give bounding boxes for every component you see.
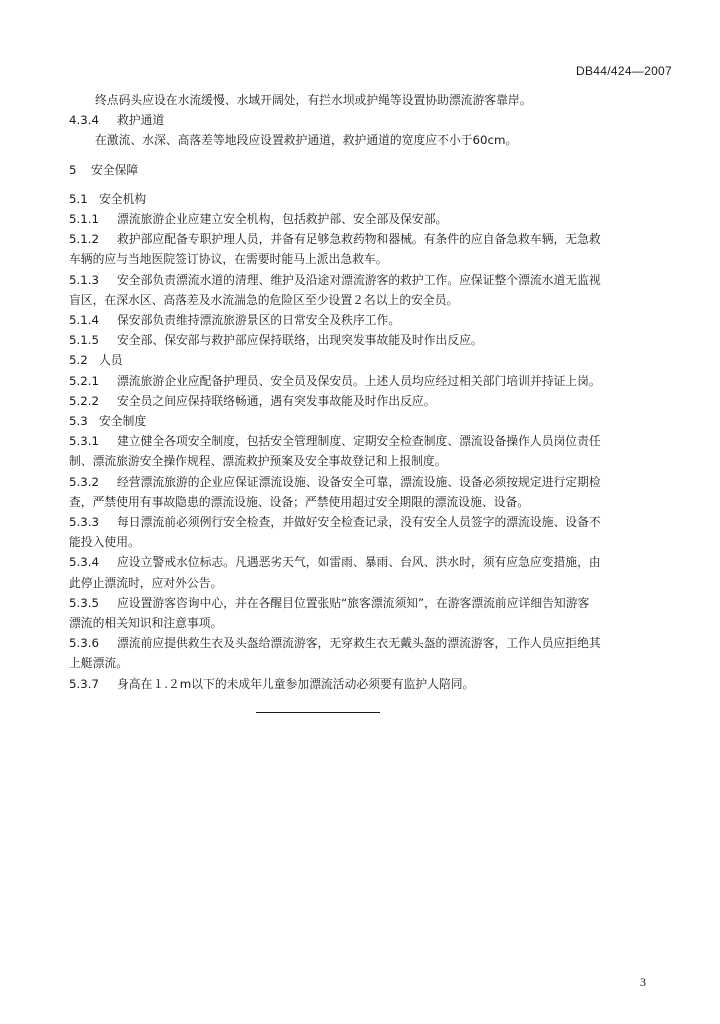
clause-text: 应设立警戒水位标志。凡遇恶劣天气，如雷雨、暴雨、台风、洪水时，须有应急应变措施，由 bbox=[117, 555, 601, 570]
paragraph-4-3-3-continuation: 终点码头应设在水流缓慢、水域开阔处，有拦水坝或护绳等设置协助漂流游客靠岸。 bbox=[95, 93, 532, 107]
clause-text-continued: 此停止漂流时，应对外公告。 bbox=[69, 575, 223, 590]
clause-number: 5.3.5 bbox=[69, 595, 100, 610]
clause-text-continued: 车辆的应与当地医院签订协议，在需要时能马上派出急救车。 bbox=[69, 252, 388, 267]
clause-text: 安全员之间应保持联络畅通，遇有突发事故能及时作出反应。 bbox=[117, 393, 436, 408]
clause-text: 安全部、保安部与救护部应保持联络，出现突发事故能及时作出反应。 bbox=[117, 333, 483, 348]
end-of-standard-rule bbox=[256, 712, 380, 713]
clause-number: 5.1.5 bbox=[69, 333, 100, 348]
heading-5-2 bbox=[69, 350, 665, 370]
clause-text: 救护部应配备专职护理人员，并备有足够急救药物和器械。有条件的应自备急救车辆，无急救 bbox=[117, 232, 601, 247]
clause-number: 5.1 bbox=[69, 191, 88, 206]
clause-text: 每日漂流前必须例行安全检查，并做好安全检查记录，没有安全人员签字的漂流设施、设备不 bbox=[117, 515, 601, 530]
standard-code: DB44/424—2007 bbox=[576, 64, 672, 78]
clause-5-3-2 bbox=[69, 472, 665, 512]
clause-text: 经营漂流旅游的企业应保证漂流设施、设备安全可靠，漂流设施、设备必须按规定进行定期检 bbox=[117, 474, 601, 489]
paragraph-4-3-4: 在激流、水深、高落差等地段应设置救护通道，救护通道的宽度应不小于60cm。 bbox=[95, 133, 518, 148]
clause-number: 5.3.6 bbox=[69, 636, 100, 651]
clause-number: 5.3 bbox=[69, 414, 88, 429]
clause-number: 5.1.4 bbox=[69, 313, 100, 328]
clause-text-continued: 能投入使用。 bbox=[69, 535, 140, 550]
heading-title: 安全制度 bbox=[99, 414, 147, 429]
page-number: 3 bbox=[640, 975, 646, 989]
clause-number: 5.2.2 bbox=[69, 393, 100, 408]
clause-number: 5.2.1 bbox=[69, 373, 100, 388]
clause-5-3-5 bbox=[69, 593, 665, 633]
clause-text-continued: 盲区，在深水区、高落差及水流湍急的危险区至少设置２名以上的安全员。 bbox=[69, 292, 459, 307]
heading-5 bbox=[69, 160, 665, 180]
heading-5-3 bbox=[69, 411, 665, 431]
clause-5-1-5 bbox=[69, 330, 665, 350]
clause-number: 5 bbox=[69, 162, 77, 177]
clause-5-1-4 bbox=[69, 310, 665, 330]
clause-5-2-1 bbox=[69, 371, 665, 391]
clause-5-3-7 bbox=[69, 674, 665, 694]
clause-number: 5.3.3 bbox=[69, 515, 100, 530]
clause-number: 5.1.3 bbox=[69, 272, 100, 287]
clause-5-1-3 bbox=[69, 270, 665, 310]
clause-text: 安全部负责漂流水道的清理、维护及沿途对漂流游客的救护工作。应保证整个漂流水道无监视 bbox=[117, 272, 601, 287]
clause-text-continued: 查，严禁使用有事故隐患的漂流设施、设备；严禁使用超过安全期限的漂流设施、设备。 bbox=[69, 494, 530, 509]
clause-text: 保安部负责维持漂流旅游景区的日常安全及秩序工作。 bbox=[117, 313, 401, 328]
heading-4-3-4 bbox=[69, 110, 665, 130]
heading-title: 救护通道 bbox=[117, 113, 165, 128]
clause-text: 身高在１.２m以下的未成年儿童参加漂流活动必须要有监护人陪同。 bbox=[117, 676, 475, 691]
clause-5-1-2 bbox=[69, 229, 665, 269]
clause-5-3-4 bbox=[69, 552, 665, 592]
clause-number: 5.3.2 bbox=[69, 474, 100, 489]
clause-number: 5.3.4 bbox=[69, 555, 100, 570]
clause-text: 漂流前应提供救生衣及头盔给漂流游客，无穿救生衣无戴头盔的漂流游客，工作人员应拒绝其 bbox=[117, 636, 601, 651]
clause-text-continued: 制、漂流旅游安全操作规程、漂流救护预案及安全事故登记和上报制度。 bbox=[69, 454, 447, 469]
heading-title: 安全保障 bbox=[91, 162, 139, 177]
clause-number: 4.3.4 bbox=[69, 113, 100, 128]
clause-text: 建立健全各项安全制度，包括安全管理制度、定期安全检查制度、漂流设备操作人员岗位责任 bbox=[117, 434, 601, 449]
document-body bbox=[69, 90, 665, 694]
clause-number: 5.1.1 bbox=[69, 212, 100, 227]
clause-text: 漂流旅游企业应建立安全机构，包括救护部、安全部及保安部。 bbox=[117, 212, 448, 227]
clause-text-continued: 上艇漂流。 bbox=[69, 656, 128, 671]
clause-5-3-1 bbox=[69, 431, 665, 471]
heading-title: 安全机构 bbox=[99, 191, 147, 206]
clause-5-3-3 bbox=[69, 512, 665, 552]
clause-number: 5.2 bbox=[69, 353, 88, 368]
clause-5-3-6 bbox=[69, 633, 665, 673]
clause-5-2-2 bbox=[69, 391, 665, 411]
clause-number: 5.3.1 bbox=[69, 434, 100, 449]
heading-5-1 bbox=[69, 189, 665, 209]
clause-text: 应设置游客咨询中心，并在各醒目位置张贴“旅客漂流须知”，在游客漂流前应详细告知游客 bbox=[117, 595, 590, 610]
clause-5-1-1 bbox=[69, 209, 665, 229]
clause-number: 5.1.2 bbox=[69, 232, 100, 247]
clause-text: 漂流旅游企业应配备护理员、安全员及保安员。上述人员均应经过相关部门培训并持证上岗。 bbox=[117, 373, 601, 388]
clause-text-continued: 漂流的相关知识和注意事项。 bbox=[69, 616, 223, 631]
heading-title: 人员 bbox=[99, 353, 123, 368]
clause-number: 5.3.7 bbox=[69, 676, 100, 691]
